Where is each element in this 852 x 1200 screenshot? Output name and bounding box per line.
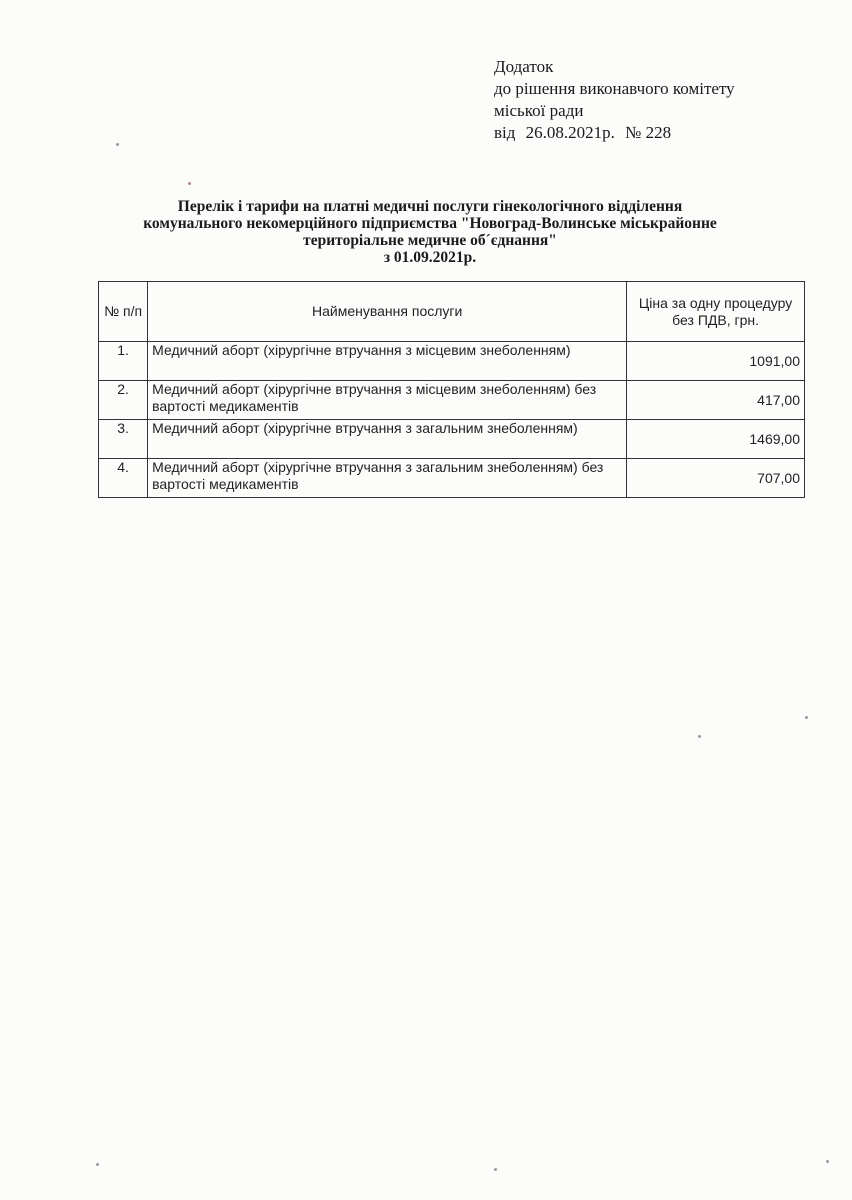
tariff-table — [98, 281, 805, 498]
appendix-line-1: до рішення виконавчого комітету — [494, 79, 735, 98]
table-row — [99, 420, 805, 459]
service-price: 417,00 — [627, 381, 805, 420]
service-name: Медичний аборт (хірургічне втручання з загальним знеболенням) — [148, 420, 627, 459]
decision-date: 26.08.2021р. — [525, 123, 615, 142]
decision-date-line — [494, 122, 735, 144]
title-line-3: територіальне медичне об´єднання" — [303, 232, 557, 249]
date-prefix: від — [494, 123, 516, 142]
scan-speck — [116, 143, 119, 146]
table-row — [99, 459, 805, 498]
row-number: 2. — [99, 381, 148, 420]
header-number: № п/п — [99, 282, 148, 342]
service-name: Медичний аборт (хірургічне втручання з місцевим знеболенням) без вартості медикаментів — [148, 381, 627, 420]
table-header-row — [99, 282, 805, 342]
header-service-name: Найменування послуги — [148, 282, 627, 342]
scan-speck — [698, 735, 701, 738]
scan-speck — [805, 716, 808, 719]
service-price: 1469,00 — [627, 420, 805, 459]
title-line-4: з 01.09.2021р. — [383, 249, 477, 266]
appendix-header — [494, 56, 735, 144]
service-name: Медичний аборт (хірургічне втручання з загальним знеболенням) без вартості медикаментів — [148, 459, 627, 498]
service-name: Медичний аборт (хірургічне втручання з місцевим знеболенням) — [148, 342, 627, 381]
header-price: Ціна за одну процедуру без ПДВ, грн. — [627, 282, 805, 342]
decision-number: № 228 — [625, 123, 672, 142]
service-price: 707,00 — [627, 459, 805, 498]
document-title — [120, 198, 740, 266]
row-number: 4. — [99, 459, 148, 498]
title-line-2: комунального некомерційного підприємства "Новоград-Волинське міськрайонне — [143, 215, 717, 232]
table-row — [99, 381, 805, 420]
table-row — [99, 342, 805, 381]
title-line-1: Перелік і тарифи на платні медичні послуги гінекологічного відділення — [177, 198, 683, 215]
scan-speck — [494, 1168, 497, 1171]
appendix-title: Додаток — [494, 57, 554, 76]
scan-speck — [826, 1160, 829, 1163]
scan-speck — [188, 182, 191, 185]
scan-speck — [96, 1163, 99, 1166]
row-number: 1. — [99, 342, 148, 381]
appendix-line-2: міської ради — [494, 101, 584, 120]
service-price: 1091,00 — [627, 342, 805, 381]
row-number: 3. — [99, 420, 148, 459]
